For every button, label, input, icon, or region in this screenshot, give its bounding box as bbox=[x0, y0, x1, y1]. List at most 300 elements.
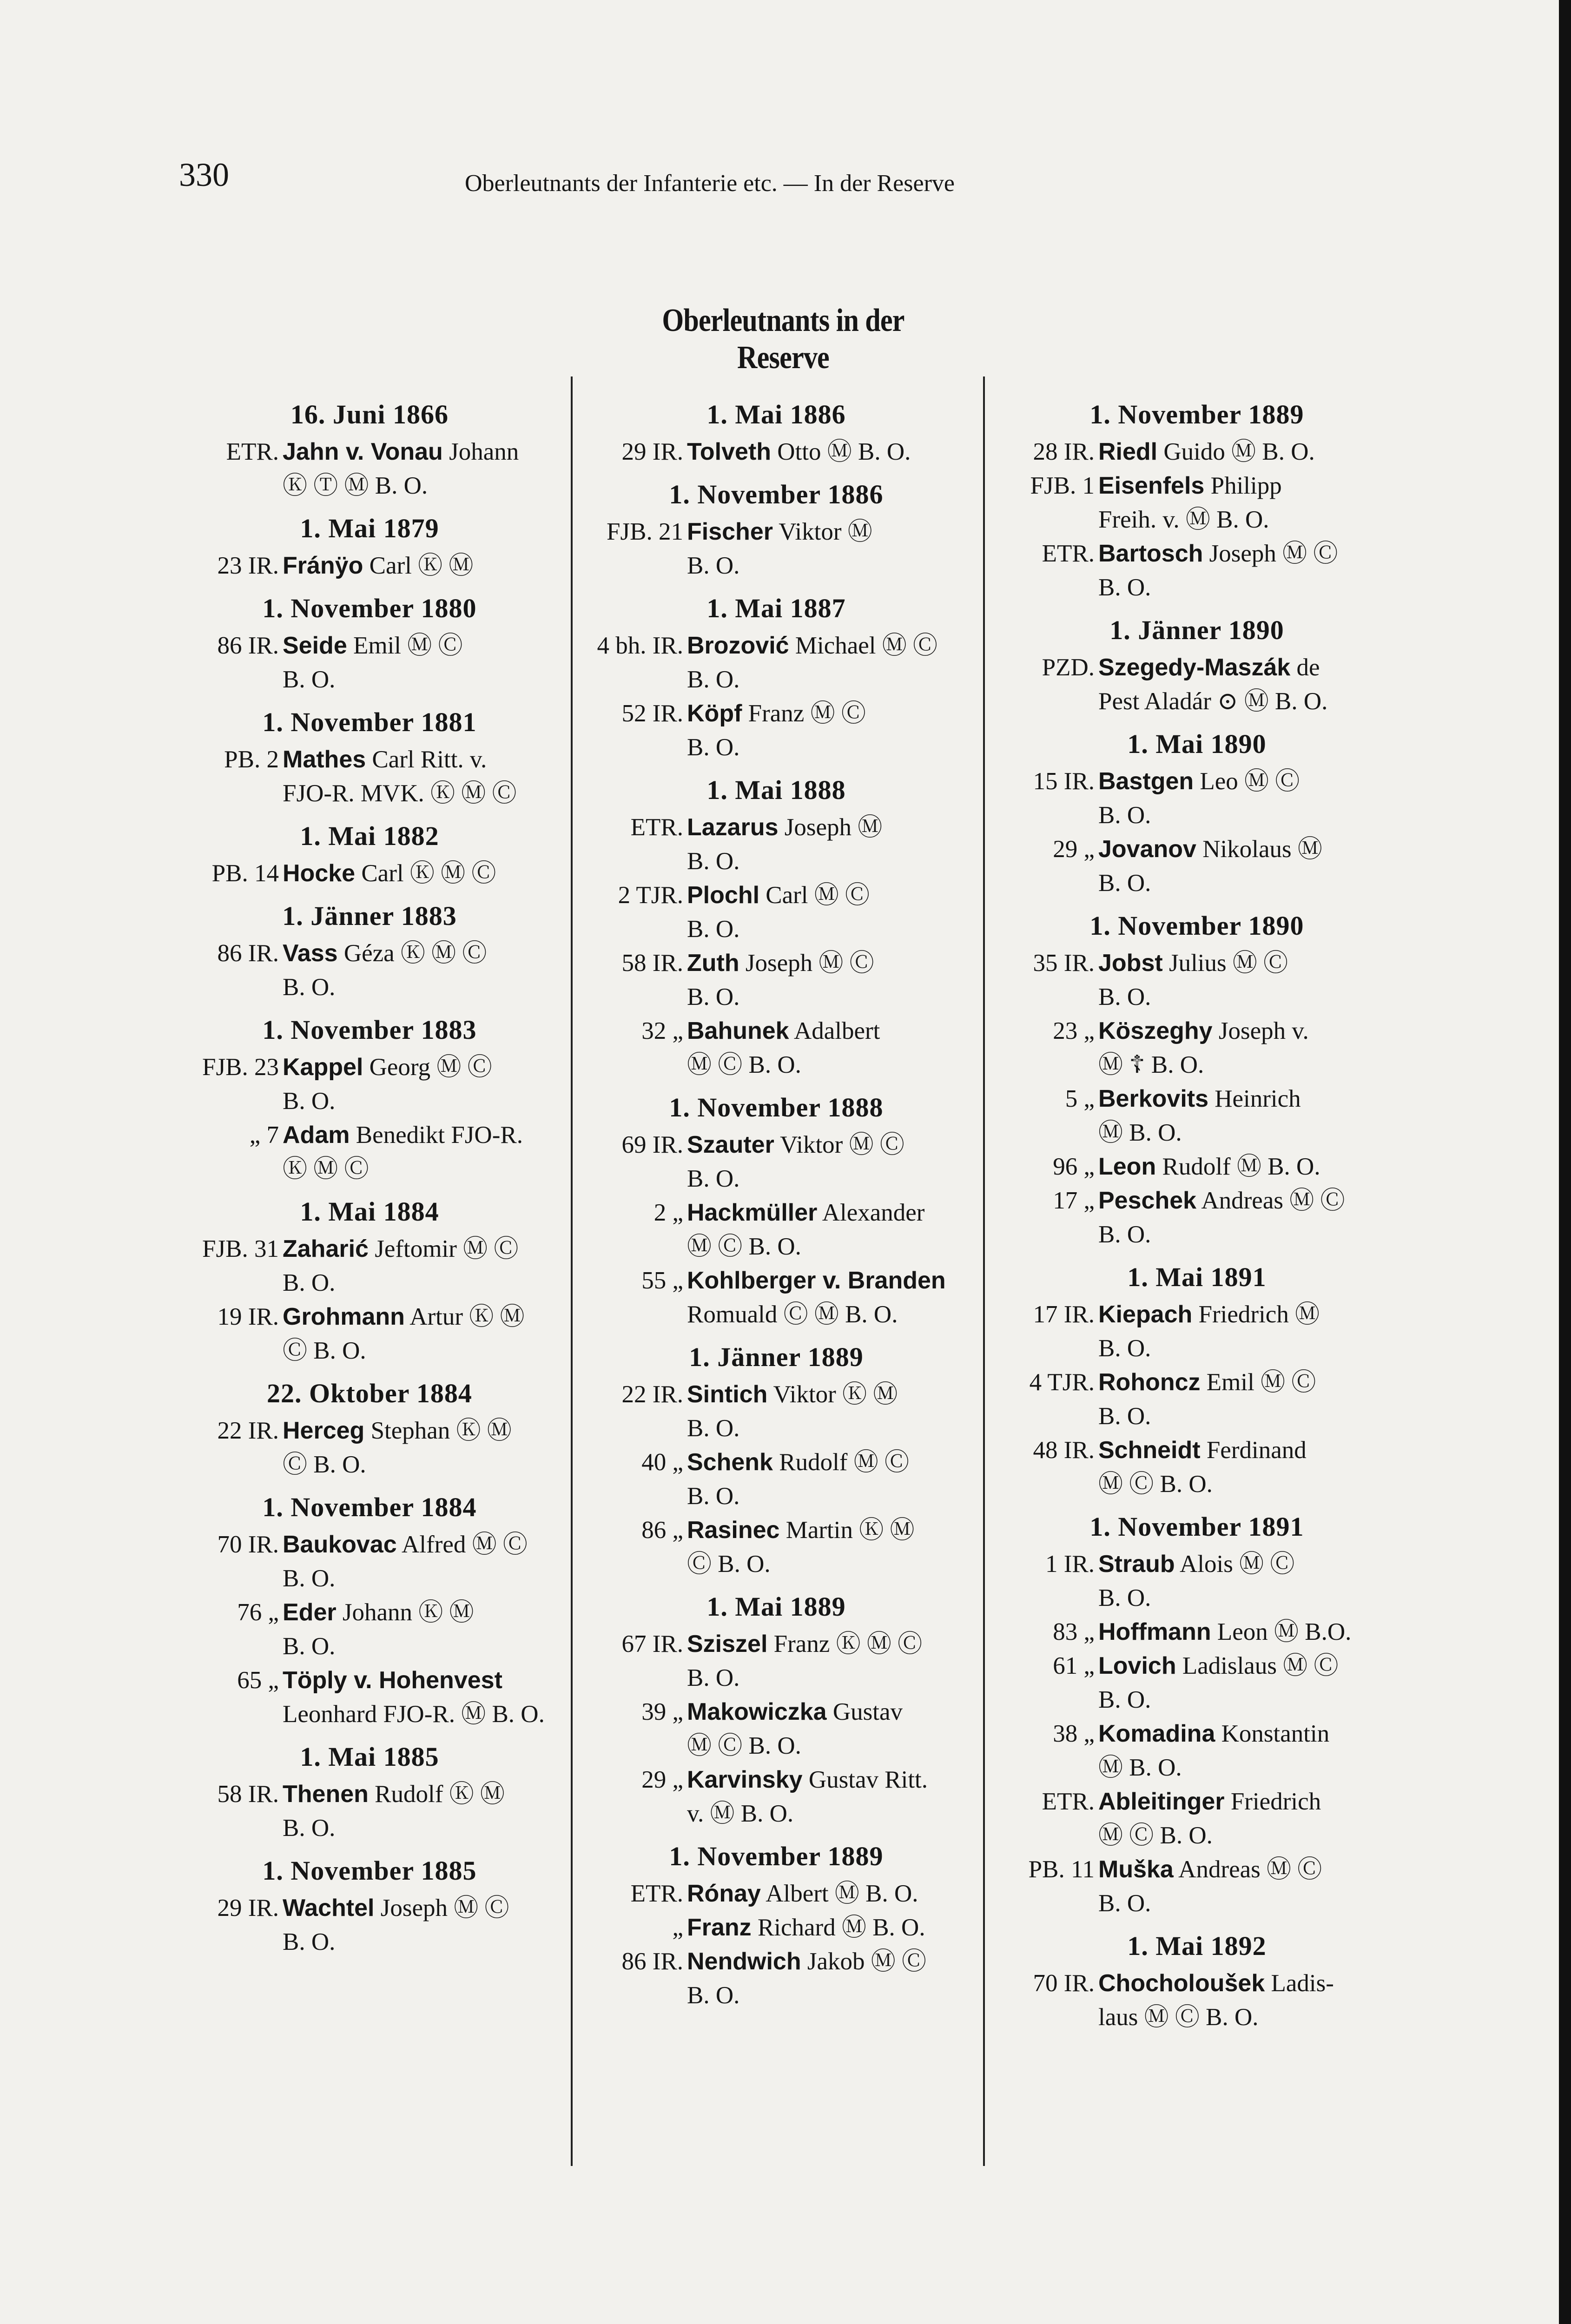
officer-details: Adalbert bbox=[793, 1017, 880, 1044]
entry-body bbox=[1098, 1298, 1399, 1366]
unit-label: 40 „ bbox=[641, 1449, 683, 1476]
officer-surname: Hackmüller bbox=[687, 1199, 818, 1226]
entry-body bbox=[283, 435, 560, 503]
entry-body bbox=[687, 1446, 969, 1513]
date-heading: 1. November 1883 bbox=[262, 1015, 477, 1045]
officer-surname: Adam bbox=[283, 1122, 350, 1149]
officer-details: Artur Ⓚ Ⓜ bbox=[409, 1303, 525, 1330]
officer-surname: Kiepach bbox=[1098, 1301, 1193, 1328]
officer-details: Ferdinand bbox=[1206, 1437, 1307, 1464]
list-entry bbox=[995, 765, 1399, 832]
entry-body bbox=[283, 629, 560, 697]
officer-surname: Chocholoušek bbox=[1098, 1970, 1265, 1997]
date-heading: 1. Jänner 1890 bbox=[1109, 615, 1284, 645]
list-entry bbox=[179, 1050, 560, 1118]
entry-body bbox=[687, 946, 969, 1014]
list-entry bbox=[995, 1014, 1399, 1082]
entry-body bbox=[283, 1891, 560, 1959]
entry-body bbox=[283, 1414, 560, 1482]
entry-line bbox=[687, 1128, 969, 1162]
entry-line bbox=[283, 1118, 560, 1152]
list-entry bbox=[583, 1911, 969, 1945]
entry-continuation: B. O. bbox=[283, 1815, 336, 1842]
entry-line bbox=[1098, 469, 1399, 503]
entry-line bbox=[687, 629, 969, 663]
officer-details: Joseph v. bbox=[1218, 1017, 1309, 1044]
unit-label: 86 „ bbox=[641, 1517, 683, 1544]
list-entry bbox=[179, 1664, 560, 1731]
date-heading: 1. November 1890 bbox=[1089, 911, 1304, 941]
list-entry bbox=[995, 537, 1399, 605]
section-title: Oberleutnants in der Reserve bbox=[662, 303, 904, 376]
unit-label: PZD. bbox=[1042, 654, 1095, 681]
officer-details: Gustav Ritt. bbox=[808, 1766, 928, 1793]
date-heading: 1. November 1884 bbox=[262, 1492, 477, 1522]
officer-details: Rudolf Ⓜ B. O. bbox=[1162, 1153, 1320, 1180]
entry-body bbox=[687, 878, 969, 946]
entry-body bbox=[283, 1664, 560, 1731]
officer-surname: Szauter bbox=[687, 1131, 774, 1158]
entry-body bbox=[1098, 1184, 1399, 1252]
entry-continuation: Pest Aladár ⊙ Ⓜ B. O. bbox=[1098, 688, 1328, 715]
entry-line bbox=[687, 697, 969, 731]
entry-line bbox=[1098, 1150, 1399, 1184]
entry-line bbox=[283, 743, 560, 777]
officer-surname: Fránÿo bbox=[283, 552, 363, 579]
entry-continuation: B. O. bbox=[687, 916, 740, 943]
entry-continuation: B. O. bbox=[687, 1165, 740, 1192]
entry-continuation: B. O. bbox=[1098, 870, 1151, 897]
date-heading: 1. Mai 1888 bbox=[706, 775, 846, 805]
entry-continuation: B. O. bbox=[283, 1269, 336, 1296]
entry-continuation: B. O. bbox=[687, 552, 740, 579]
officer-surname: Karvinsky bbox=[687, 1766, 803, 1793]
column-divider bbox=[571, 376, 573, 2166]
unit-label: 86 IR. bbox=[217, 940, 279, 967]
officer-surname: Bastgen bbox=[1098, 768, 1194, 795]
entry-line bbox=[1098, 1717, 1399, 1751]
officer-details: Benedikt FJO-R. bbox=[356, 1122, 523, 1149]
unit-label: 17 IR. bbox=[1033, 1301, 1095, 1328]
entry-continuation: B. O. bbox=[1098, 802, 1151, 829]
list-entry bbox=[179, 1118, 560, 1186]
officer-surname: Grohmann bbox=[283, 1303, 405, 1330]
entry-body bbox=[283, 743, 560, 811]
date-heading: 1. Mai 1890 bbox=[1127, 729, 1267, 759]
entry-continuation: Ⓜ B. O. bbox=[1098, 1754, 1182, 1781]
officer-details: Viktor Ⓜ Ⓒ bbox=[780, 1131, 904, 1158]
officer-surname: Sziszel bbox=[687, 1631, 768, 1657]
officer-surname: Peschek bbox=[1098, 1187, 1197, 1214]
entry-continuation: B. O. bbox=[687, 1982, 740, 2009]
entry-continuation: Ⓜ Ⓒ B. O. bbox=[687, 1233, 801, 1260]
date-heading: 1. Mai 1885 bbox=[300, 1742, 439, 1772]
entry-body bbox=[283, 1118, 560, 1186]
officer-surname: Lazarus bbox=[687, 814, 779, 841]
entry-line bbox=[687, 1911, 969, 1945]
list-entry bbox=[995, 1082, 1399, 1150]
date-heading: 1. Mai 1882 bbox=[300, 821, 439, 851]
unit-label: 61 „ bbox=[1053, 1652, 1095, 1679]
entry-body bbox=[1098, 946, 1399, 1014]
list-entry bbox=[995, 1717, 1399, 1785]
unit-label: 22 IR. bbox=[621, 1381, 683, 1408]
officer-details: Heinrich bbox=[1215, 1085, 1301, 1112]
unit-label: 29 „ bbox=[641, 1766, 683, 1793]
entry-body bbox=[1098, 1150, 1399, 1184]
officer-details: Emil Ⓜ Ⓒ bbox=[353, 632, 463, 659]
entry-body bbox=[1098, 1014, 1399, 1082]
officer-surname: Thenen bbox=[283, 1781, 369, 1808]
list-entry bbox=[179, 1414, 560, 1482]
entry-line bbox=[687, 1627, 969, 1661]
entry-line bbox=[283, 1777, 560, 1811]
list-entry bbox=[179, 937, 560, 1004]
officer-details: Richard Ⓜ B. O. bbox=[757, 1914, 925, 1941]
officer-surname: Komadina bbox=[1098, 1720, 1215, 1747]
officer-surname: Herceg bbox=[283, 1417, 365, 1444]
entry-body bbox=[1098, 469, 1399, 537]
officer-details: Ladislaus Ⓜ Ⓒ bbox=[1182, 1652, 1339, 1679]
officer-surname: Jobst bbox=[1098, 950, 1163, 977]
page-number: 330 bbox=[179, 156, 229, 193]
unit-label: 67 IR. bbox=[621, 1631, 683, 1657]
list-entry bbox=[583, 1513, 969, 1581]
unit-label: 4 bh. IR. bbox=[597, 632, 683, 659]
entry-continuation: Ⓒ B. O. bbox=[283, 1451, 366, 1478]
entry-line bbox=[1098, 1014, 1399, 1048]
officer-details: Julius Ⓜ Ⓒ bbox=[1168, 950, 1288, 977]
entry-continuation: Ⓜ Ⓒ B. O. bbox=[1098, 1471, 1213, 1498]
entry-body bbox=[687, 811, 969, 878]
entry-continuation: B. O. bbox=[687, 1664, 740, 1691]
entry-line bbox=[1098, 651, 1399, 685]
list-entry bbox=[995, 1785, 1399, 1853]
unit-label: 86 IR. bbox=[621, 1948, 683, 1975]
officer-surname: Szegedy-Maszák bbox=[1098, 654, 1291, 681]
officer-surname: Leon bbox=[1098, 1153, 1156, 1180]
entry-line bbox=[1098, 1615, 1399, 1649]
entry-body bbox=[1098, 435, 1399, 469]
entry-body bbox=[687, 1264, 969, 1332]
entry-continuation: B. O. bbox=[1098, 1403, 1151, 1430]
entry-line bbox=[283, 937, 560, 971]
date-heading: 1. November 1889 bbox=[1089, 399, 1304, 429]
list-entry bbox=[995, 832, 1399, 900]
list-entry bbox=[179, 435, 560, 503]
list-entry bbox=[583, 515, 969, 583]
date-heading: 1. November 1888 bbox=[669, 1092, 884, 1122]
unit-label: ETR. bbox=[226, 438, 279, 465]
officer-surname: Köszeghy bbox=[1098, 1017, 1213, 1044]
officer-surname: Zaharić bbox=[283, 1235, 369, 1262]
list-entry bbox=[179, 1596, 560, 1664]
entry-body bbox=[283, 1300, 560, 1368]
officer-details: Carl Ritt. v. bbox=[372, 746, 487, 773]
entry-continuation: B. O. bbox=[687, 734, 740, 761]
entry-line bbox=[687, 1695, 969, 1729]
unit-label: ETR. bbox=[630, 814, 683, 841]
unit-label: 29 IR. bbox=[217, 1895, 279, 1921]
entry-line bbox=[283, 1596, 560, 1630]
list-entry bbox=[583, 1128, 969, 1196]
officer-surname: Plochl bbox=[687, 882, 760, 909]
entry-line bbox=[1098, 765, 1399, 799]
officer-details: Rudolf Ⓚ Ⓜ bbox=[375, 1781, 505, 1808]
officer-details: Alois Ⓜ Ⓒ bbox=[1180, 1551, 1295, 1578]
officer-surname: Tolveth bbox=[687, 438, 772, 465]
unit-label: PB. 14 bbox=[211, 860, 279, 887]
list-entry bbox=[995, 651, 1399, 719]
entry-body bbox=[283, 857, 560, 891]
list-entry bbox=[583, 1014, 969, 1082]
officer-surname: Franz bbox=[687, 1914, 752, 1941]
entry-continuation: B. O. bbox=[687, 1415, 740, 1442]
date-heading: 1. November 1880 bbox=[262, 593, 477, 623]
officer-surname: Nendwich bbox=[687, 1948, 801, 1975]
officer-surname: Wachtel bbox=[283, 1895, 375, 1921]
officer-surname: Rasinec bbox=[687, 1517, 780, 1544]
entry-line bbox=[687, 515, 969, 549]
officer-details: Alfred Ⓜ Ⓒ bbox=[402, 1531, 528, 1558]
entry-continuation: B. O. bbox=[687, 1483, 740, 1510]
list-entry bbox=[179, 857, 560, 891]
entry-continuation: B. O. bbox=[687, 666, 740, 693]
date-heading: 1. November 1891 bbox=[1089, 1512, 1304, 1542]
unit-label: 65 „ bbox=[237, 1667, 279, 1694]
officer-surname: Eder bbox=[283, 1599, 337, 1626]
unit-label: 96 „ bbox=[1053, 1153, 1095, 1180]
officer-details: Guido Ⓜ B. O. bbox=[1163, 438, 1315, 465]
officer-details: Andreas Ⓜ Ⓒ bbox=[1178, 1856, 1322, 1883]
unit-label: 4 TJR. bbox=[1029, 1369, 1095, 1396]
entry-body bbox=[1098, 1082, 1399, 1150]
unit-label: ETR. bbox=[630, 1880, 683, 1907]
entry-line bbox=[1098, 1547, 1399, 1581]
officer-details: Michael Ⓜ Ⓒ bbox=[795, 632, 938, 659]
unit-label: 5 „ bbox=[1065, 1085, 1095, 1112]
entry-line bbox=[1098, 1184, 1399, 1218]
list-entry bbox=[583, 946, 969, 1014]
entry-line bbox=[1098, 1433, 1399, 1467]
list-entry bbox=[995, 1366, 1399, 1433]
entry-line bbox=[1098, 1967, 1399, 2000]
entry-line bbox=[687, 946, 969, 980]
list-entry bbox=[995, 1547, 1399, 1615]
officer-surname: Muška bbox=[1098, 1856, 1174, 1883]
list-entry bbox=[179, 1232, 560, 1300]
entry-body bbox=[687, 1196, 969, 1264]
unit-label: 23 „ bbox=[1053, 1017, 1095, 1044]
entry-line bbox=[687, 1014, 969, 1048]
officer-details: Gustav bbox=[832, 1698, 903, 1725]
unit-label: 48 IR. bbox=[1033, 1437, 1095, 1464]
date-heading: 16. Juni 1866 bbox=[290, 399, 449, 429]
officer-surname: Zuth bbox=[687, 950, 739, 977]
entry-body bbox=[283, 1050, 560, 1118]
list-entry bbox=[995, 1150, 1399, 1184]
entry-body bbox=[283, 937, 560, 1004]
entry-line bbox=[283, 1528, 560, 1562]
entry-body bbox=[283, 1232, 560, 1300]
officer-details: Rudolf Ⓜ Ⓒ bbox=[779, 1449, 909, 1476]
officer-surname: Köpf bbox=[687, 700, 742, 727]
officer-surname: Töply v. Hohenvest bbox=[283, 1667, 502, 1694]
entry-body bbox=[1098, 765, 1399, 832]
entry-body bbox=[283, 1596, 560, 1664]
entry-body bbox=[1098, 537, 1399, 605]
officer-surname: Schneidt bbox=[1098, 1437, 1201, 1464]
unit-label: 22 IR. bbox=[217, 1417, 279, 1444]
entry-continuation: B. O. bbox=[1098, 1335, 1151, 1362]
entry-continuation: B. O. bbox=[1098, 1221, 1151, 1248]
officer-surname: Fischer bbox=[687, 518, 773, 545]
entry-body bbox=[1098, 1967, 1399, 2034]
officer-surname: Eisenfels bbox=[1098, 472, 1205, 499]
unit-label: 55 „ bbox=[641, 1267, 683, 1294]
officer-surname: Sintich bbox=[687, 1381, 768, 1408]
officer-surname: Lovich bbox=[1098, 1652, 1176, 1679]
officer-details: Joseph Ⓜ Ⓒ bbox=[380, 1895, 509, 1921]
officer-details: Leo Ⓜ Ⓒ bbox=[1200, 768, 1300, 795]
entry-continuation: B. O. bbox=[687, 984, 740, 1010]
unit-label: ETR. bbox=[1042, 1788, 1095, 1815]
officer-surname: Brozović bbox=[687, 632, 789, 659]
list-entry bbox=[583, 1695, 969, 1763]
officer-surname: Mathes bbox=[283, 746, 366, 773]
entry-body bbox=[687, 1763, 969, 1831]
entry-body bbox=[1098, 1366, 1399, 1433]
unit-label: 69 IR. bbox=[621, 1131, 683, 1158]
officer-details: Georg Ⓜ Ⓒ bbox=[369, 1054, 492, 1081]
list-entry bbox=[179, 629, 560, 697]
list-entry bbox=[583, 811, 969, 878]
entry-line bbox=[687, 878, 969, 912]
officer-details: de bbox=[1296, 654, 1320, 681]
list-entry bbox=[583, 1627, 969, 1695]
date-heading: 1. November 1889 bbox=[669, 1841, 884, 1871]
entry-body bbox=[1098, 1433, 1399, 1501]
list-entry bbox=[583, 1264, 969, 1332]
entry-continuation: Ⓚ Ⓣ Ⓜ B. O. bbox=[283, 472, 428, 499]
officer-details: Viktor Ⓜ bbox=[779, 518, 872, 545]
entry-body bbox=[283, 1528, 560, 1596]
unit-label: 32 „ bbox=[641, 1017, 683, 1044]
column-divider bbox=[983, 376, 985, 2166]
unit-label: FJB. 31 bbox=[202, 1235, 279, 1262]
entry-body bbox=[687, 1627, 969, 1695]
entry-body bbox=[687, 1695, 969, 1763]
entry-line bbox=[1098, 537, 1399, 571]
column-2 bbox=[583, 397, 969, 2013]
list-entry bbox=[179, 1777, 560, 1845]
officer-details: Friedrich Ⓜ bbox=[1198, 1301, 1320, 1328]
list-entry bbox=[995, 1615, 1399, 1649]
entry-continuation: B. O. bbox=[1098, 574, 1151, 601]
entry-continuation: Ⓚ Ⓜ Ⓒ bbox=[283, 1155, 369, 1182]
list-entry bbox=[583, 1446, 969, 1513]
list-entry bbox=[583, 1196, 969, 1264]
entry-body bbox=[1098, 1853, 1399, 1921]
entry-continuation: Ⓒ B. O. bbox=[687, 1551, 771, 1578]
list-entry bbox=[179, 1891, 560, 1959]
unit-label: 35 IR. bbox=[1033, 950, 1095, 977]
unit-label: 29 „ bbox=[1053, 836, 1095, 863]
unit-label: 19 IR. bbox=[217, 1303, 279, 1330]
unit-label: FJB. 23 bbox=[202, 1054, 279, 1081]
officer-details: Johann bbox=[449, 438, 519, 465]
entry-continuation: B. O. bbox=[283, 1088, 336, 1115]
list-entry bbox=[995, 1853, 1399, 1921]
officer-details: Stephan Ⓚ Ⓜ bbox=[370, 1417, 512, 1444]
list-entry bbox=[583, 1378, 969, 1446]
entry-body bbox=[283, 1777, 560, 1845]
entry-body bbox=[687, 1513, 969, 1581]
officer-surname: Rónay bbox=[687, 1880, 761, 1907]
officer-surname: Baukovac bbox=[283, 1531, 397, 1558]
officer-surname: Rohoncz bbox=[1098, 1369, 1201, 1396]
entry-continuation: B. O. bbox=[283, 1928, 336, 1955]
list-entry bbox=[583, 1945, 969, 2013]
entry-line bbox=[687, 1196, 969, 1230]
officer-details: Jeftomir Ⓜ Ⓒ bbox=[375, 1235, 519, 1262]
officer-details: Franz Ⓜ Ⓒ bbox=[748, 700, 866, 727]
date-heading: 1. Mai 1892 bbox=[1127, 1931, 1267, 1961]
officer-surname: Seide bbox=[283, 632, 347, 659]
entry-line bbox=[687, 1877, 969, 1911]
entry-body bbox=[687, 515, 969, 583]
officer-surname: Makowiczka bbox=[687, 1698, 827, 1725]
date-heading: 1. Mai 1887 bbox=[706, 593, 846, 623]
officer-details: Andreas Ⓜ Ⓒ bbox=[1201, 1187, 1345, 1214]
officer-details: Ladis- bbox=[1271, 1970, 1334, 1997]
unit-label: 83 „ bbox=[1053, 1618, 1095, 1645]
entry-continuation: Ⓜ ☦ B. O. bbox=[1098, 1051, 1204, 1078]
list-entry bbox=[995, 469, 1399, 537]
officer-surname: Berkovits bbox=[1098, 1085, 1208, 1112]
entry-line bbox=[687, 1378, 969, 1412]
entry-body bbox=[687, 1945, 969, 2013]
date-heading: 1. Mai 1886 bbox=[706, 399, 846, 429]
officer-surname: Straub bbox=[1098, 1551, 1175, 1578]
entry-line bbox=[1098, 1082, 1399, 1116]
running-head: Oberleutnants der Infanterie etc. — In der Reserve bbox=[465, 170, 955, 197]
officer-surname: Bahunek bbox=[687, 1017, 789, 1044]
unit-label: ETR. bbox=[1042, 540, 1095, 567]
entry-line bbox=[283, 857, 560, 891]
list-entry bbox=[995, 1967, 1399, 2034]
entry-line bbox=[687, 1513, 969, 1547]
list-entry bbox=[179, 1528, 560, 1596]
list-entry bbox=[995, 946, 1399, 1014]
entry-line bbox=[1098, 1785, 1399, 1819]
entry-body bbox=[1098, 1717, 1399, 1785]
entry-line bbox=[1098, 1649, 1399, 1683]
entry-continuation: Ⓜ B. O. bbox=[1098, 1119, 1182, 1146]
entry-line bbox=[283, 1050, 560, 1084]
list-entry bbox=[179, 1300, 560, 1368]
entry-line bbox=[687, 1945, 969, 1979]
list-entry bbox=[995, 1649, 1399, 1717]
page-header bbox=[179, 156, 1109, 202]
entry-line bbox=[283, 1891, 560, 1925]
unit-label: 70 IR. bbox=[1033, 1970, 1095, 1997]
unit-label: 38 „ bbox=[1053, 1720, 1095, 1747]
date-heading: 1. Mai 1884 bbox=[300, 1196, 439, 1227]
list-entry bbox=[179, 743, 560, 811]
entry-continuation: B. O. bbox=[687, 848, 740, 875]
officer-surname: Jahn v. Vonau bbox=[283, 438, 443, 465]
